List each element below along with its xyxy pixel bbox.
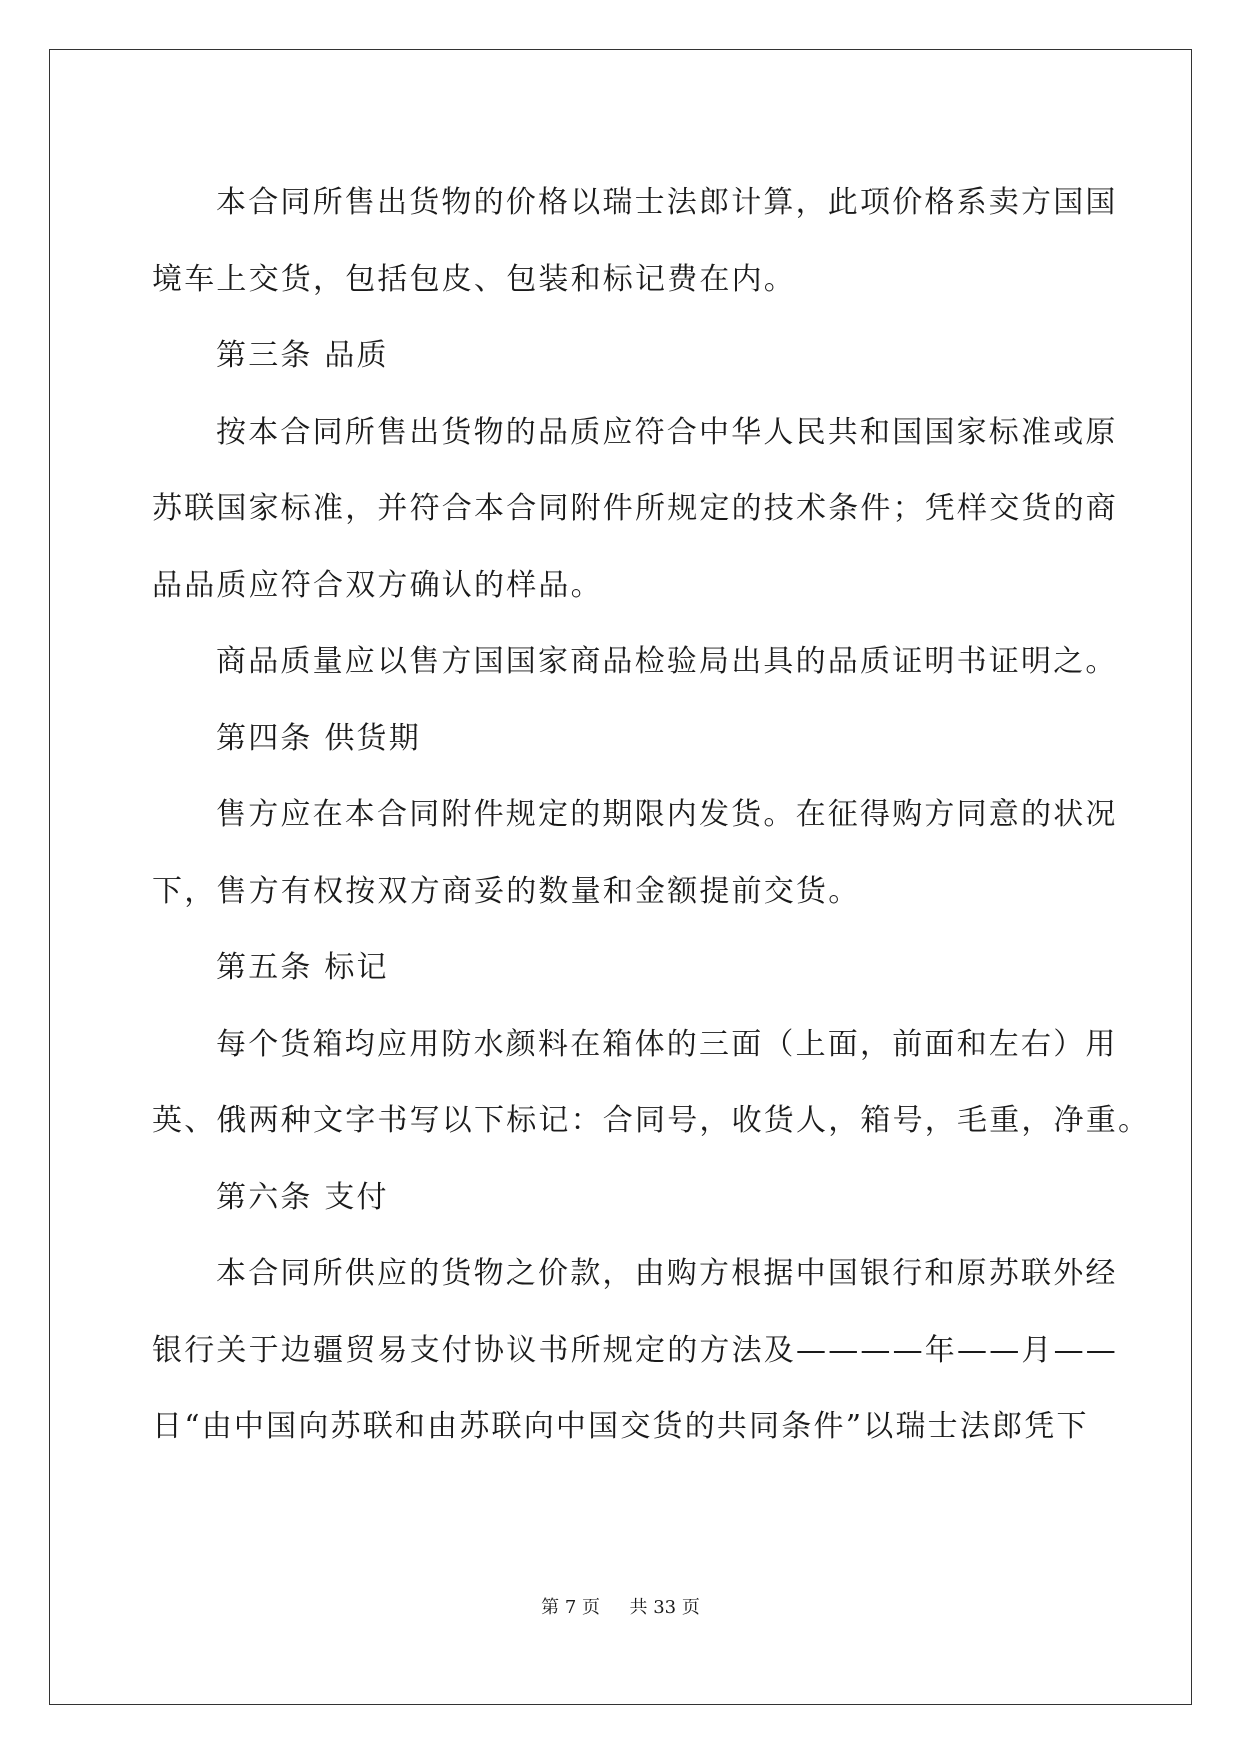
article-4-heading [152, 701, 1087, 778]
text-line: 本合同所售出货物的价格以瑞士法郎计算，此项价格系卖方国国 [216, 185, 1118, 220]
text-line: 品品质应符合双方确认的样品。 [152, 567, 603, 603]
page-footer [0, 1593, 1241, 1619]
text-line: 本合同所供应的货物之价款，由购方根据中国银行和原苏联外经 [216, 1256, 1118, 1291]
text-line: 境车上交货，包括包皮、包装和标记费在内。 [152, 261, 796, 297]
article-5-heading [152, 930, 1087, 1007]
text-line: 英、俄两种文字书写以下标记：合同号，收货人，箱号，毛重，净重。 [152, 1103, 1151, 1138]
section-heading: 第三条 品质 [216, 338, 389, 373]
text-line: 商品质量应以售方国国家商品检验局出具的品质证明书证明之。 [216, 644, 1118, 679]
paragraph-quality [152, 395, 1118, 625]
paragraph-delivery [152, 777, 1118, 930]
text-line: 下，售方有权按双方商妥的数量和金额提前交货。 [152, 873, 861, 909]
section-heading: 第五条 标记 [216, 950, 389, 985]
text-line: 银行关于边疆贸易支付协议书所规定的方法及————年——月—— [152, 1332, 1118, 1368]
text-line: 售方应在本合同附件规定的期限内发货。在征得购方同意的状况 [216, 797, 1118, 832]
article-3-heading [152, 318, 1087, 395]
document-body [152, 165, 1151, 1466]
page-number: 第 7 页 [541, 1597, 601, 1618]
section-heading: 第四条 供货期 [216, 720, 421, 756]
paragraph-marking [152, 1007, 1151, 1160]
page-total: 共 33 页 [629, 1597, 700, 1618]
text-line: 每个货箱均应用防水颜料在箱体的三面（上面，前面和左右）用 [216, 1026, 1118, 1062]
text-line: 按本合同所售出货物的品质应符合中华人民共和国国家标准或原 [216, 414, 1118, 450]
paragraph-payment [152, 1236, 1118, 1466]
text-line: 苏联国家标准，并符合本合同附件所规定的技术条件；凭样交货的商 [152, 491, 1118, 526]
article-6-heading [152, 1160, 1087, 1237]
text-line: 日“由中国向苏联和由苏联向中国交货的共同条件”以瑞士法郎凭下 [152, 1409, 1089, 1444]
section-heading: 第六条 支付 [216, 1179, 389, 1215]
paragraph-quality-certificate [152, 624, 1118, 701]
paragraph-price [152, 165, 1118, 318]
